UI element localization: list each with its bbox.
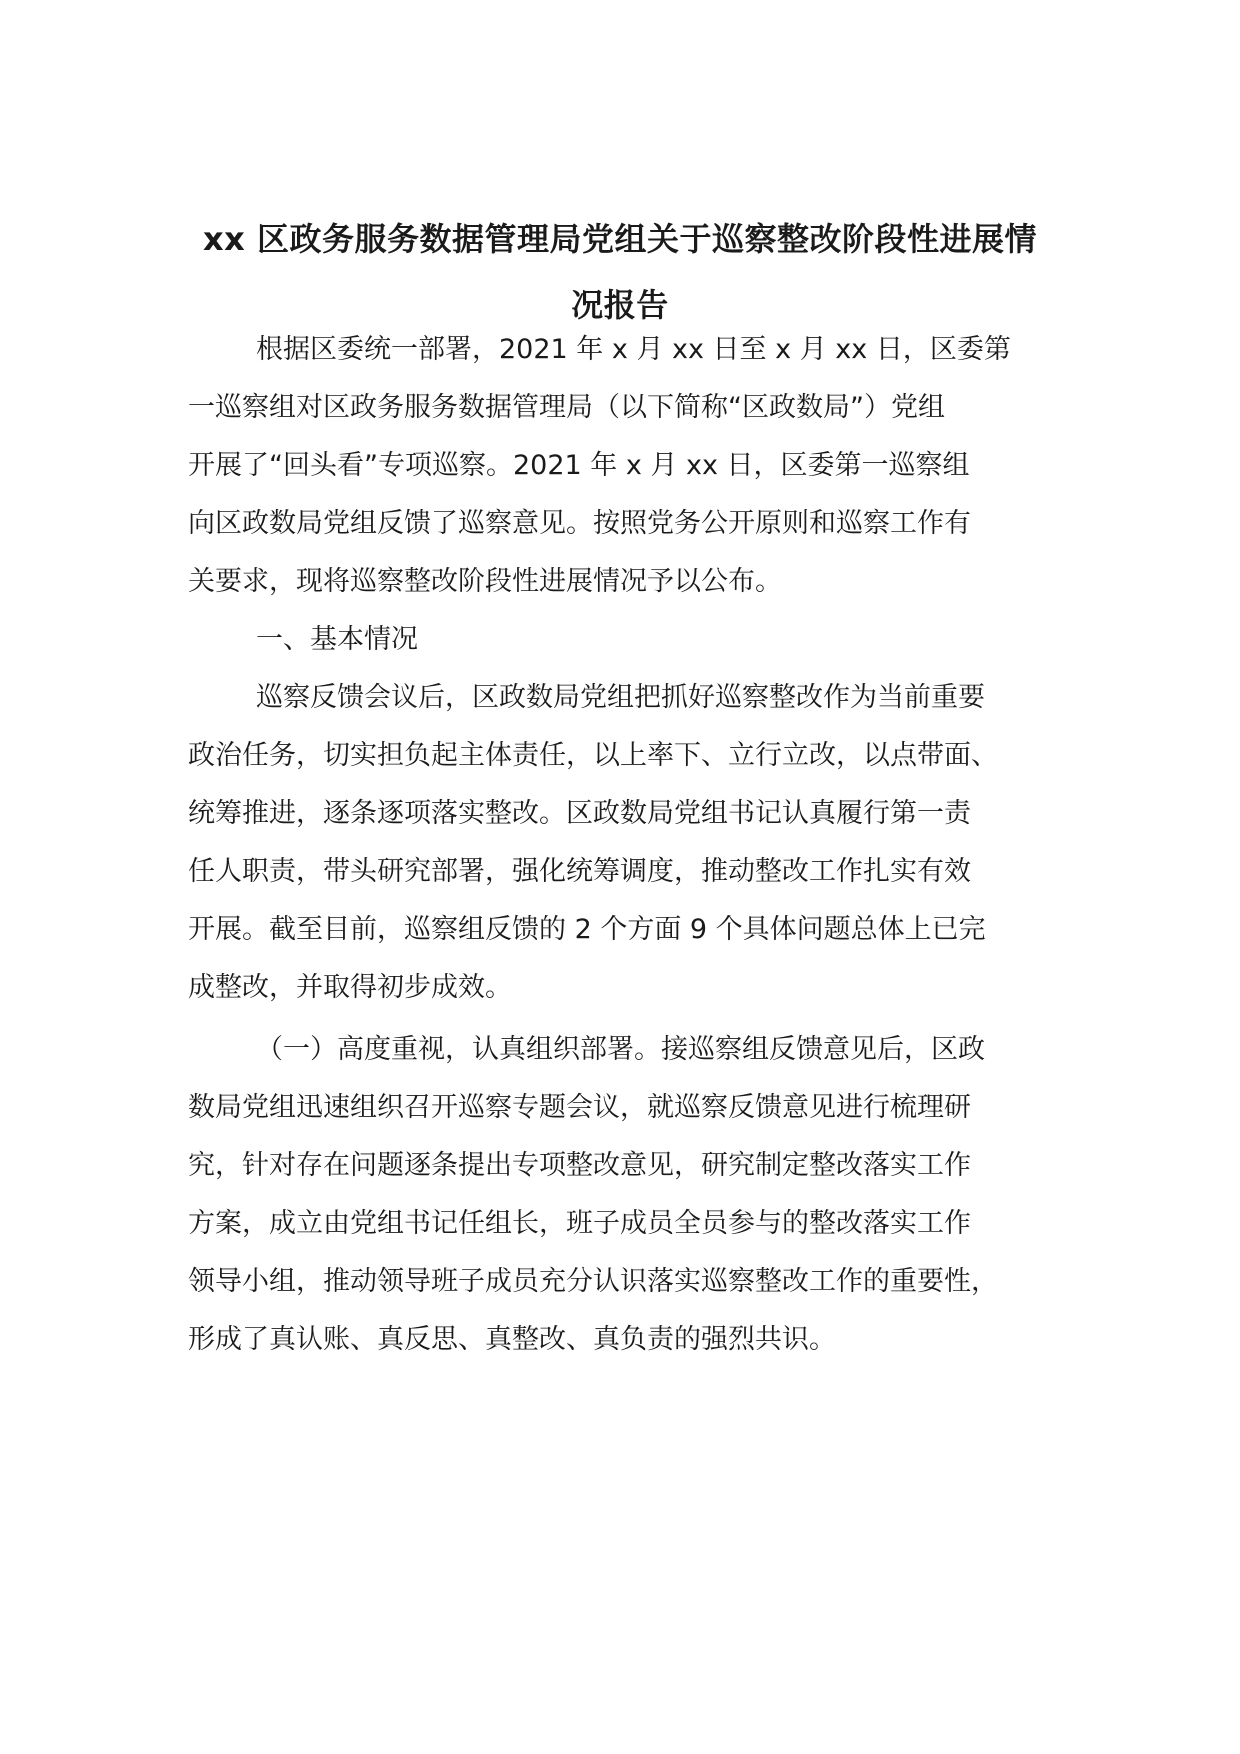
paragraph-line: 关要求，现将巡察整改阶段性进展情况予以公布。 (188, 566, 782, 597)
paragraph-line: 统筹推进，逐条逐项落实整改。区政数局党组书记认真履行第一责 (188, 798, 971, 829)
paragraph-line: 开展。截至目前，巡察组反馈的 2 个方面 9 个具体问题总体上已完 (188, 914, 986, 945)
document-title (180, 206, 1060, 338)
paragraph-line: 成整改，并取得初步成效。 (188, 972, 512, 1003)
section-heading: 一、基本情况 (256, 624, 418, 655)
paragraph-line: 政治任务，切实担负起主体责任，以上率下、立行立改，以点带面、 (188, 740, 998, 771)
paragraph-line: 向区政数局党组反馈了巡察意见。按照党务公开原则和巡察工作有 (188, 508, 971, 539)
paragraph-line: 巡察反馈会议后，区政数局党组把抓好巡察整改作为当前重要 (256, 682, 985, 713)
paragraph-line: 究，针对存在问题逐条提出专项整改意见，研究制定整改落实工作 (188, 1150, 971, 1181)
paragraph-line: （一）高度重视，认真组织部署。接巡察组反馈意见后，区政 (256, 1034, 985, 1065)
paragraph-line: 方案，成立由党组书记任组长，班子成员全员参与的整改落实工作 (188, 1208, 971, 1239)
paragraph-line: 领导小组，推动领导班子成员充分认识落实巡察整改工作的重要性， (188, 1266, 998, 1297)
paragraph-line: 形成了真认账、真反思、真整改、真负责的强烈共识。 (188, 1324, 836, 1355)
paragraph-line: 一巡察组对区政务服务数据管理局（以下简称“区政数局”）党组 (188, 392, 945, 423)
title-line-1: xx 区政务服务数据管理局党组关于巡察整改阶段性进展情 (203, 220, 1037, 258)
title-line-2: 况报告 (571, 286, 669, 324)
paragraph-line: 任人职责，带头研究部署，强化统筹调度，推动整改工作扎实有效 (188, 856, 971, 887)
paragraph-line: 根据区委统一部署，2021 年 x 月 xx 日至 x 月 xx 日，区委第 (256, 334, 1011, 365)
paragraph-line: 数局党组迅速组织召开巡察专题会议，就巡察反馈意见进行梳理研 (188, 1092, 971, 1123)
paragraph-line: 开展了“回头看”专项巡察。2021 年 x 月 xx 日，区委第一巡察组 (188, 450, 970, 481)
